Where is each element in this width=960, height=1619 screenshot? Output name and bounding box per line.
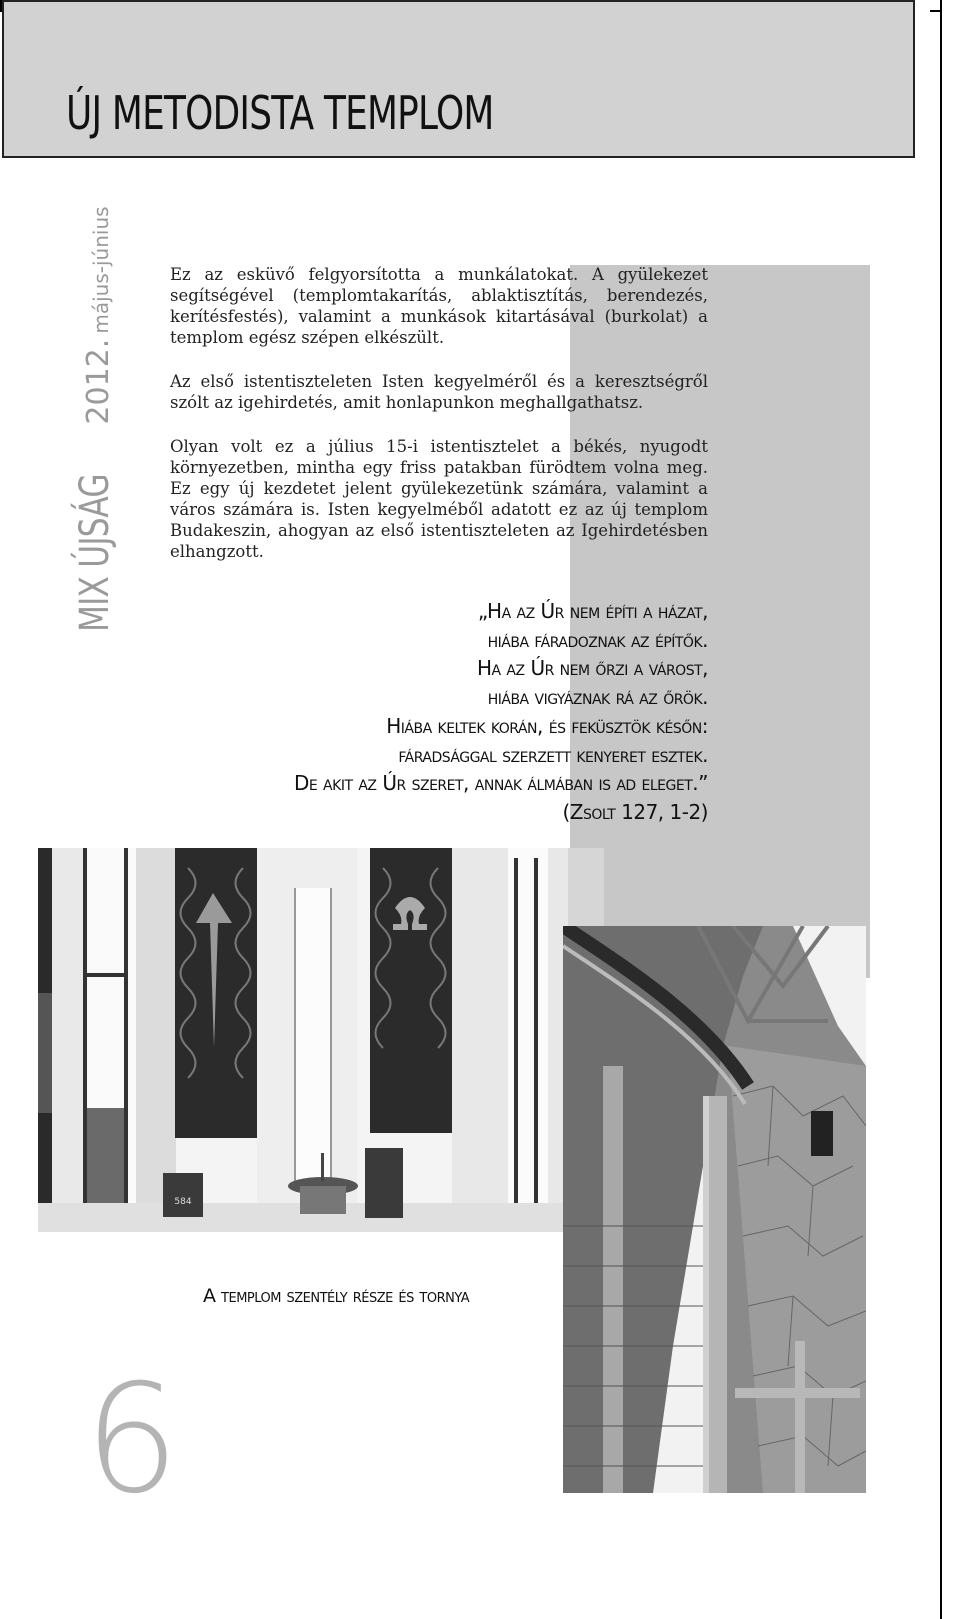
article-body — [170, 264, 708, 585]
quote-line: hiába vigyáznak rá az őrök. — [487, 685, 708, 710]
hymn-board-number: 584 — [174, 1197, 192, 1207]
tower-photo — [563, 926, 866, 1493]
issue-year: 2012. — [81, 338, 116, 425]
photo-caption: A templom szentély része és tornya — [203, 1285, 470, 1307]
bible-quote — [294, 597, 708, 827]
quote-line: „Ha az Úr nem építi a házat, — [477, 599, 708, 623]
quote-line: Ha az Úr nem őrzi a várost, — [476, 656, 708, 681]
quote-line: Hiába keltek korán, és feküsztök későn: — [386, 713, 708, 738]
quote-line: fáradsággal szerzett kenyeret esztek. — [398, 742, 708, 767]
magazine-name: MIX ÚJSÁG — [72, 474, 118, 632]
quote-line: De akit az Úr szeret, annak álmában is ad eleget.” — [293, 771, 708, 796]
crop-mark — [930, 10, 942, 12]
paragraph: Az első istentiszteleten Isten kegyelméről és a keresztségről szólt az igehirdetés, amit honlapunkon meghallgathatsz. — [170, 372, 708, 412]
paragraph: Olyan volt ez a július 15-i istentisztelet a békés, nyugodt környezetben, mintha egy friss patakban fürödtem volna meg. Ez egy új kezdetet jelent gyülekezetünk számára, valamint a város számára is. Isten kegyelméből adatott ez az új templom Budakeszin, ahogyan az első istentiszteleten az Igehirdetésben elhangzott. — [170, 437, 708, 561]
paragraph: Ez az esküvő felgyorsította a munkálatokat. A gyülekezet segítségével (templomtakarítás, ablaktisztítás, berendezés, kerítésfestés), valamint a munkások kitartásával (burkolat) a templom egész szépen elkészült. — [170, 265, 708, 347]
page-title: ÚJ METODISTA TEMPLOM — [66, 86, 494, 140]
crop-mark — [940, 0, 942, 1619]
quote-reference: (Zsolt 127, 1-2) — [562, 799, 708, 824]
magazine-sidebar — [72, 206, 118, 632]
page-number: 6 — [84, 1353, 180, 1527]
sanctuary-photo — [38, 848, 604, 1232]
quote-line: hiába fáradoznak az építők. — [487, 627, 708, 652]
issue-months: május-június — [89, 206, 113, 334]
